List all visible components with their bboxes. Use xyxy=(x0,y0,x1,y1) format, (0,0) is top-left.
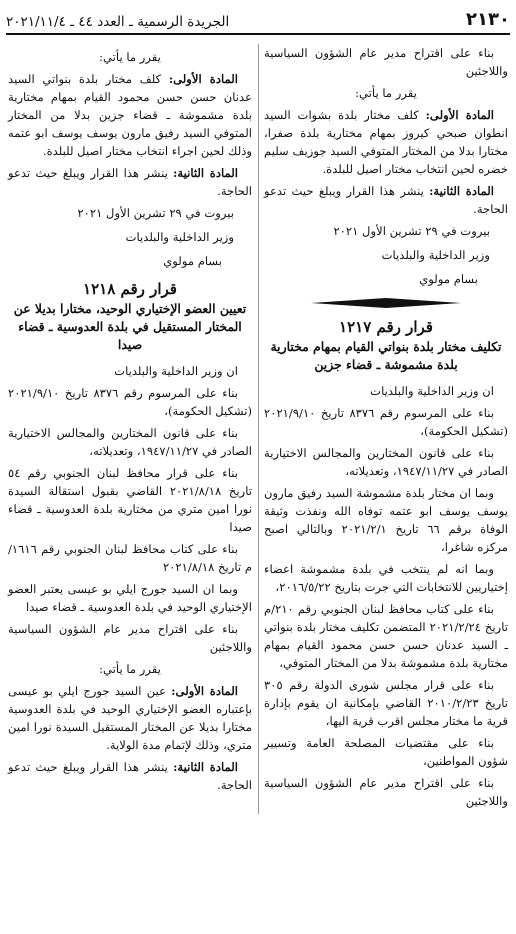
recital: بناء على المرسوم رقم ٨٣٧٦ تاريخ ٢٠٢١/٩/١٠ (تشكيل الحكومة)، xyxy=(8,386,252,418)
recital: وبما ان مختار بلدة مشموشة السيد رفيق مارون يوسف يوسف ابو عتمه توفاه الله ونفذت وثيقة الوفاة برقم ٦٦ تاريخ ٢٠٢١/٢/١ وبالتالي اصبح مركزه شاغرا، xyxy=(264,486,508,554)
signer-name: بسام مولوي xyxy=(419,272,478,286)
decision-heading: يقرر ما يأتي: xyxy=(99,662,161,676)
left-column xyxy=(8,44,252,798)
recital: بناء على قرار محافظ لبنان الجنوبي رقم ٥٤ تاريخ ٢٠٢١/٨/١٨ القاضي بقبول استقالة السيدة نورا امين متري من مختارية بلدة العدوسية ـ قضاء صيدا xyxy=(8,466,252,534)
recital: بناء على اقتراح مدير عام الشؤون السياسية واللاجئين xyxy=(8,622,252,654)
article-2-label: المادة الثانية: xyxy=(173,760,238,774)
decision-heading: يقرر ما يأتي: xyxy=(99,50,161,64)
running-head: الجريدة الرسمية ـ العدد ٤٤ ـ ٢٠٢١/١١/٤ xyxy=(6,14,230,30)
article-2 xyxy=(8,164,252,200)
recital: بناء على كتاب محافظ لبنان الجنوبي رقم ١٦١٦/م تاريخ ٢٠٢١/٨/١٨ xyxy=(8,542,252,574)
intro-recital: بناء على اقتراح مدير عام الشؤون السياسية واللاجئين xyxy=(264,46,508,78)
date-line: بيروت في ٢٩ تشرين الأول ٢٠٢١ xyxy=(77,206,234,220)
recital: بناء على قانون المختارين والمجالس الاختيارية الصادر في ١٩٤٧/١١/٢٧، وتعديلاته، xyxy=(8,426,252,458)
signer-title: وزير الداخلية والبلديات xyxy=(125,230,234,244)
recital: بناء على كتاب محافظ لبنان الجنوبي رقم ٢١٠/م تاريخ ٢٠٢١/٢/٢٤ المتضمن تكليف مختار بلدة بنواتي ـ السيد عدنان حسن حسن محمود القيام بمهام مختارية بلدة مشموشة بدلا من المختار المتوفي، xyxy=(264,602,508,670)
decision-heading: يقرر ما يأتي: xyxy=(355,86,417,100)
recital: بناء على المرسوم رقم ٨٣٧٦ تاريخ ٢٠٢١/٩/١٠ (تشكيل الحكومة)، xyxy=(264,406,508,438)
signer-name: بسام مولوي xyxy=(163,254,222,268)
article-1 xyxy=(8,682,252,754)
recital: وبما انه لم ينتخب في بلدة مشموشة اعضاء إختياريين للانتخابات التي جرت بتاريخ ٢٠١٦/٥/٢٢، xyxy=(264,562,508,594)
article-1-label: المادة الأولى: xyxy=(425,108,494,122)
page-header xyxy=(6,6,510,35)
article-2 xyxy=(8,758,252,794)
article-2-text: ينشر هذا القرار ويبلغ حيث تدعو الحاجة. xyxy=(8,760,252,792)
article-2 xyxy=(264,182,508,218)
section-divider xyxy=(264,298,508,308)
article-2-text: ينشر هذا القرار ويبلغ حيث تدعو الحاجة. xyxy=(264,184,508,216)
article-1-text: كلف مختار بلدة بنواتي السيد عدنان حسن حسن محمود القيام بمهام مختارية بلدة مشموشة ـ قضاء جزين بدلا من المختار المتوفي السيد رفيق مارون يوسف يوسف ابو عتمه وذلك لحين اجراء انتخاب مختار اصيل للبلدة. xyxy=(8,72,252,158)
article-1 xyxy=(264,106,508,178)
recital: بناء على قانون المختارين والمجالس الاختيارية الصادر في ١٩٤٧/١١/٢٧، وتعديلاته، xyxy=(264,446,508,478)
date-line: بيروت في ٢٩ تشرين الأول ٢٠٢١ xyxy=(333,224,490,238)
decree-title: تعيين العضو الإختياري الوحيد، مختارا بديلا عن المختار المستقيل في بلدة العدوسية ـ قضاء صيدا xyxy=(13,301,247,352)
decree-title: تكليف مختار بلدة بنواتي القيام بمهام مختارية بلدة مشموشة ـ قضاء جزين xyxy=(270,339,502,372)
article-2-label: المادة الثانية: xyxy=(173,166,238,180)
recital: بناء على قرار مجلس شورى الدولة رقم ٣٠٥ تاريخ ٢٠١٠/٢/٢٣ القاضي بإمكانية ان يقوم بإدارة قرية ما مختار مجلس اقرب قرية اليها، xyxy=(264,678,508,728)
recital: بناء على مقتضيات المصلحة العامة وتسيير شؤون المواطنين، xyxy=(264,736,508,768)
signer-title: وزير الداخلية والبلديات xyxy=(381,248,490,262)
decree-number: قرار رقم ١٢١٧ xyxy=(339,318,433,336)
article-2-text: ينشر هذا القرار ويبلغ حيث تدعو الحاجة. xyxy=(8,166,252,198)
column-divider xyxy=(258,44,259,814)
right-column xyxy=(264,44,508,814)
minister-line: ان وزير الداخلية والبلديات xyxy=(114,364,238,378)
recital: بناء على اقتراح مدير عام الشؤون السياسية واللاجئين xyxy=(264,776,508,808)
recital: وبما ان السيد جورج ايلي بو عيسى يعتبر العضو الإختياري الوحيد في بلدة العدوسية ـ قضاء صيدا xyxy=(8,582,252,614)
article-1 xyxy=(8,70,252,160)
article-1-text: كلف مختار بلدة بشوات السيد انطوان صبحي كيروز بمهام مختارية بلدة صفرا، مختارا بدلا من المختار المتوفي السيد جوزيف سليم خضره لحين انتخاب مختار اصيل للبلدة. xyxy=(264,108,508,176)
article-1-text: عين السيد جورج ايلي بو عيسى بإعتباره العضو الإختياري الوحيد في بلدة العدوسية مختارا بديلا عن المختار المستقيل السيدة نورا امين متري، وذلك لإتمام مدة الولاية. xyxy=(8,684,252,752)
article-1-label: المادة الأولى: xyxy=(171,684,238,698)
article-2-label: المادة الثانية: xyxy=(429,184,494,198)
decree-number: قرار رقم ١٢١٨ xyxy=(83,280,177,298)
minister-line: ان وزير الداخلية والبلديات xyxy=(370,384,494,398)
page-number: ٢١٣٠ xyxy=(466,9,510,30)
article-1-label: المادة الأولى: xyxy=(168,72,238,86)
